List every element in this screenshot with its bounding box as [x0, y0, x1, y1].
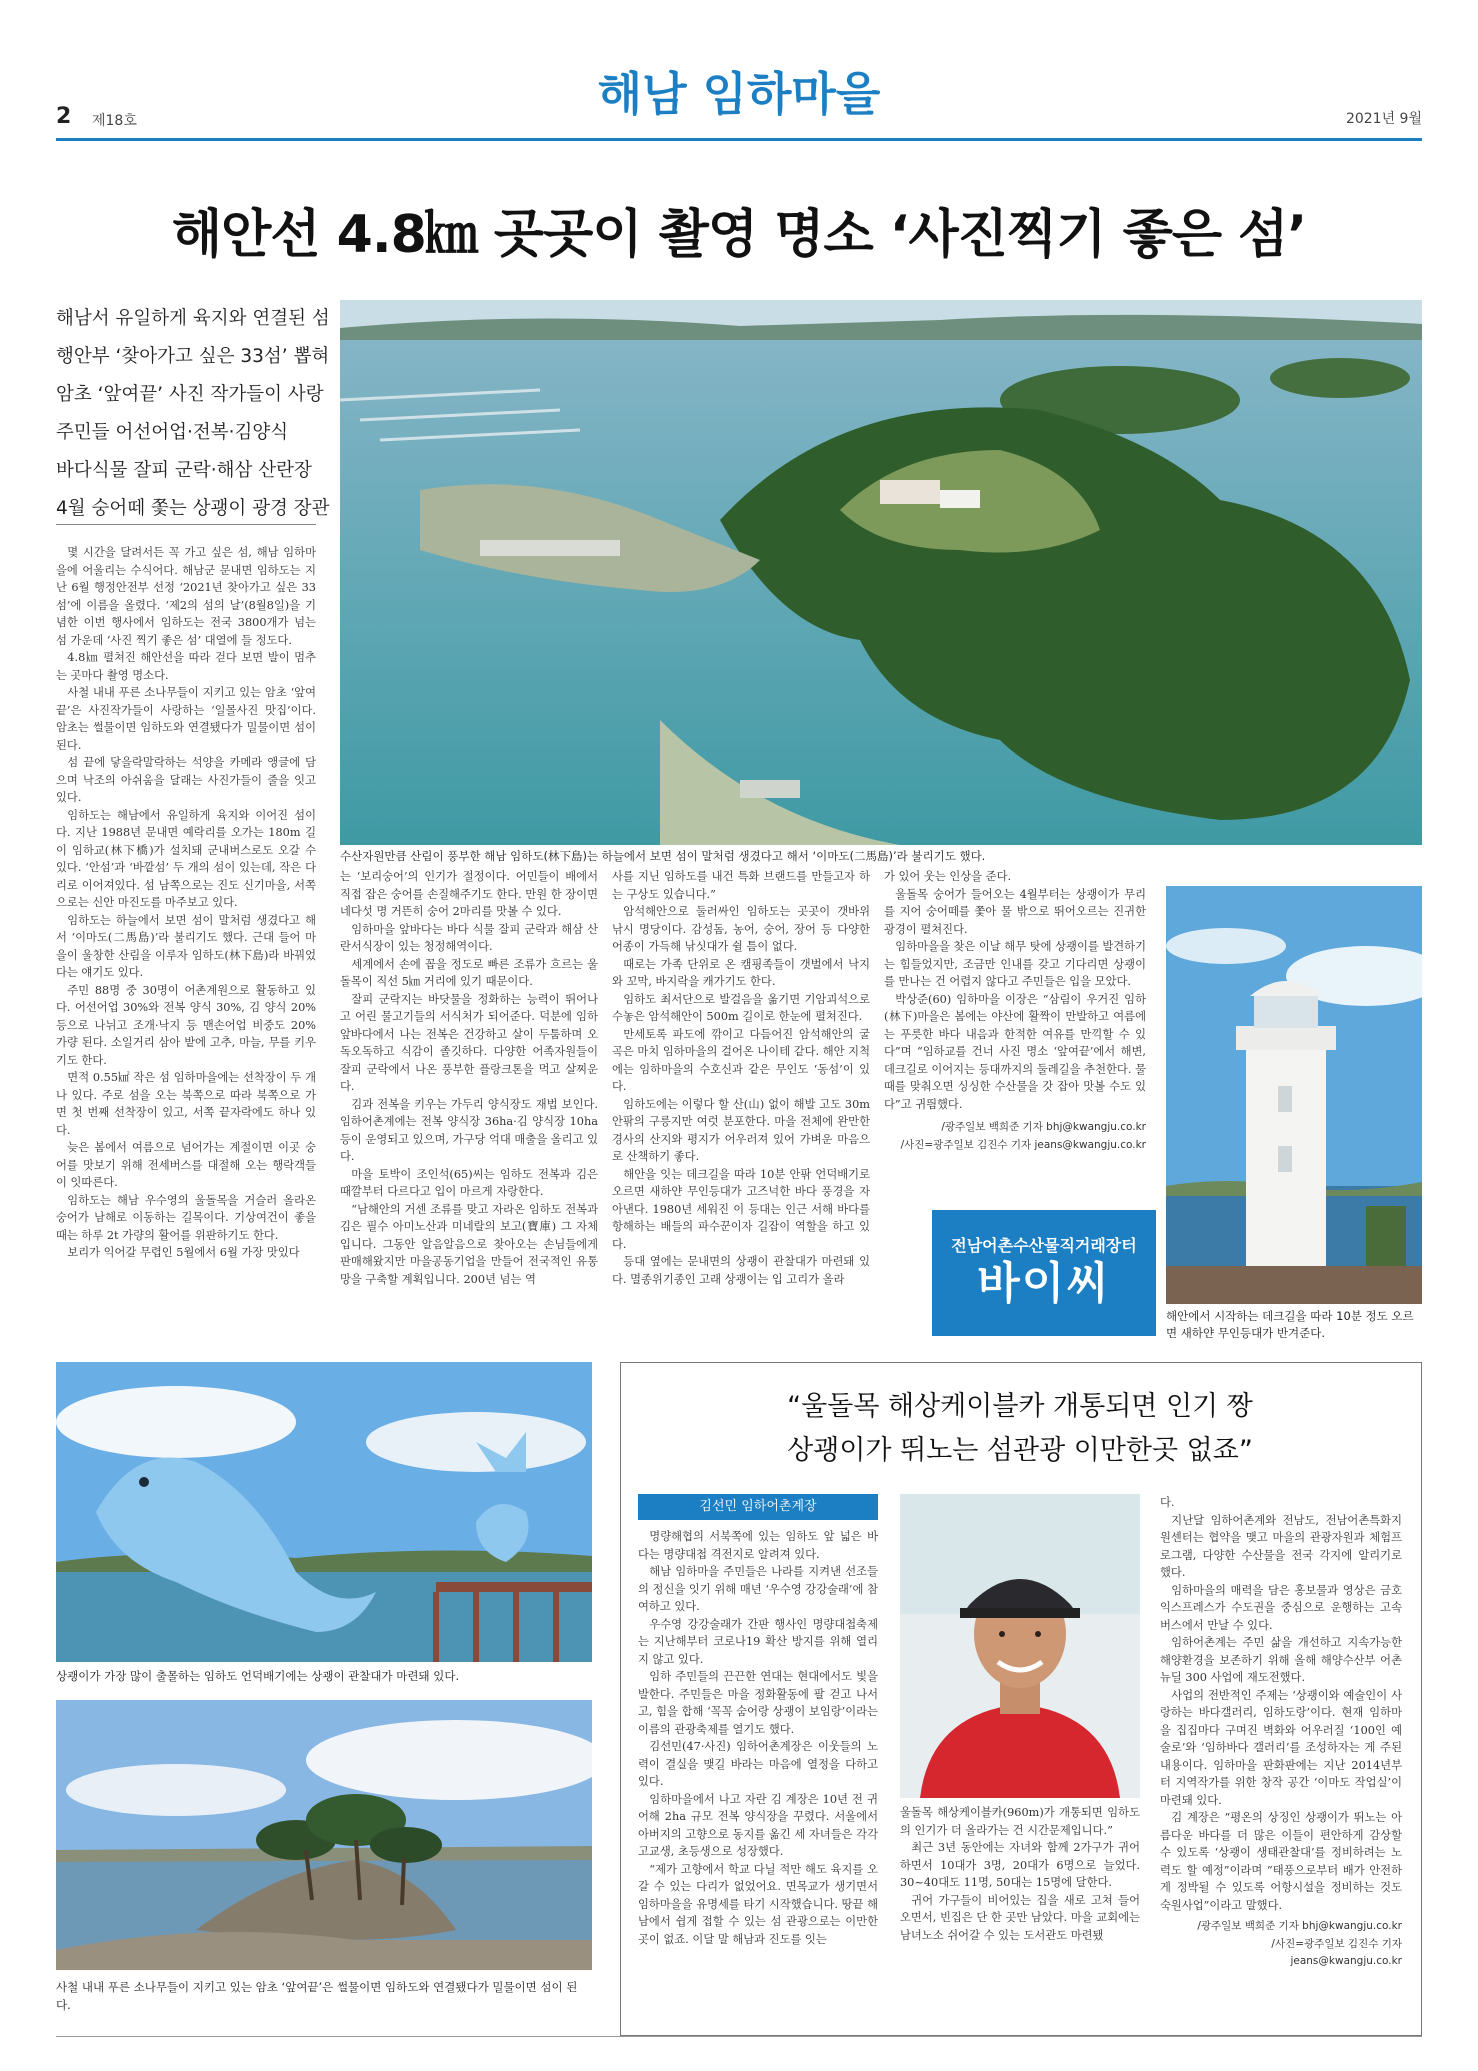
paragraph: 명량해협의 서북쪽에 있는 임하도 앞 넓은 바다는 명량대첩 격전지로 알려져 있다.: [638, 1530, 878, 1561]
hero-caption: 수산자원만큼 산림이 풍부한 해남 임하도(林下島)는 하늘에서 보면 섬이 말처럼 생겼다고 해서 ‘이마도(二馬島)’라 불리기도 했다.: [340, 849, 986, 863]
interview-column-1: [638, 1528, 878, 1948]
reef-caption: 사철 내내 푸른 소나무들이 지키고 있는 암초 ‘앞여끝’은 썰물이면 임하도와 연결됐다가 밀물이면 섬이 된다.: [56, 1980, 578, 2012]
paragraph: 는 ‘보리숭어’의 인기가 절정이다. 어민들이 배에서 직접 잡은 숭어를 손질해주기도 한다. 만원 한 장이면 네다섯 명 거뜬히 숭어 2마리를 맛볼 수 있다.: [340, 870, 598, 918]
paragraph: 최근 3년 동안에는 자녀와 함께 2가구가 귀어하면서 10대가 3명, 20대가 6명으로 늘었다. 30~40대도 11명, 50대는 15명에 달한다.: [900, 1841, 1140, 1889]
subhead-rule: [56, 524, 316, 525]
interviewee-name-bar: 김선민 임하어촌계장: [638, 1494, 878, 1520]
paragraph: 보리가 익어갈 무렵인 5월에서 6월 가장 맛있다: [67, 1246, 300, 1259]
headline: 해안선 4.8㎞ 곳곳이 촬영 명소 ‘사진찍기 좋은 섬’: [171, 205, 1307, 265]
paragraph: 김선민(47·사진) 임하어촌계장은 이웃들의 노력이 결실을 맺길 바라는 마음에 열정을 다하고 있다.: [638, 1740, 878, 1788]
paragraph: 임하어촌계는 주민 삶을 개선하고 지속가능한 해양환경을 보존하기 위해 올해 해양수산부 어촌뉴딜 300 사업에 재도전했다.: [1160, 1636, 1402, 1684]
paragraph: 울돌목 숭어가 들어오는 4월부터는 상괭이가 무리를 지어 숭어떼를 쫓아 물 밖으로 뛰어오르는 진귀한 광경이 펼쳐진다.: [884, 887, 1146, 936]
ad-banner[interactable]: [932, 1210, 1156, 1336]
paragraph: 때로는 가족 단위로 온 캠핑족들이 갯벌에서 낙지와 꼬막, 바지락을 캐가기도 한다.: [612, 957, 870, 988]
footer-rule: [56, 2036, 1422, 2037]
paragraph: 해안을 잇는 데크길을 따라 10분 안팎 언덕배기로 오르면 새하얀 무인등대가 고즈넉한 바다 풍경을 자아낸다. 1980년 세워진 이 등대는 인근 서해 바다를 항해하는 배들의 파수꾼이자 길잡이 역할을 하고 있다.: [612, 1167, 870, 1251]
paragraph: 김과 전복을 키우는 가두리 양식장도 재법 보인다. 임하어촌계에는 전복 양식장 36ha·김 양식장 10ha 등이 운영되고 있으며, 가구당 억대 매출을 올리고 있다.: [340, 1097, 598, 1163]
paragraph: 임하마을에서 나고 자란 김 계장은 10년 전 귀어해 2ha 규모 전복 양식장을 꾸렸다. 서울에서 아버지의 고향으로 동지를 옮긴 세 자녀들은 각각 고교생, 초등생으로 성장했다.: [638, 1792, 878, 1858]
paragraph: 울돌목 해상케이블카(960m)가 개통되면 임하도의 인기가 더 올라가는 건 시간문제입니다.”: [900, 1806, 1140, 1837]
subhead: 주민들 어선어업·전복·김양식: [56, 422, 289, 443]
paragraph: 임하도는 해남에서 유일하게 육지와 이어진 섬이다. 지난 1988년 문내면 예락리를 오가는 180m 길이 임하교(林下橋)가 설치돼 군내버스로도 오갈 수 있다. ‘안섬’과 ‘바깥섬’ 두 개의 섬이 있는데, 작은 다리로 이어져있다. 섬 남쪽으로는 진도 신기마을, 서쪽으로는 신안 마진도를 마주보고 있다.: [56, 808, 316, 909]
paragraph: 사철 내내 푸른 소나무들이 지키고 있는 암초 ‘앞여끝’은 사진작가들이 사랑하는 ‘일몰사진 맛집’이다. 암초는 썰물이면 임하도와 연결됐다가 밀물이면 섬이 된다.: [56, 686, 316, 752]
paragraph: 해남 임하마을 주민들은 나라를 지켜낸 선조들의 정신을 잇기 위해 매년 ‘우수영 강강술래’에 참여하고 있다.: [638, 1565, 878, 1613]
paragraph: 주민 88명 중 30명이 어촌계원으로 활동하고 있다. 어선어업 30%와 전복 양식 30%, 김 양식 20% 등으로 나뉘고 조개·낙지 등 맨손어업 비중도 20% 가량 된다. 소일거리 삼아 밭에 고추, 마늘, 무를 키우기도 한다.: [56, 983, 316, 1067]
paragraph: 암석해안으로 둘러싸인 임하도는 곳곳이 갯바위 낚시 명당이다. 감성돔, 농어, 숭어, 장어 등 다양한 어종이 가득해 낚싯대가 쉴 틈이 없다.: [612, 905, 870, 953]
paragraph: 임하마을을 찾은 이날 해무 탓에 상괭이를 발견하기는 힘들었지만, 조금만 인내를 갖고 기다리면 상괭이를 만나는 건 어렵지 않다고 주민들은 입을 모았다.: [884, 940, 1147, 988]
paragraph: 만세토록 파도에 깎이고 다듬어진 암석해안의 굴곡은 마치 임하마을의 걸어온 나이테 같다. 해안 지척에는 임하마을의 수호신과 같은 무인도 ‘동섬’이 있다.: [612, 1027, 870, 1093]
paragraph: 늦은 봄에서 여름으로 넘어가는 계절이면 이곳 숭어를 맛보기 위해 전세버스를 대절해 오는 행락객들이 잇따른다.: [56, 1141, 316, 1189]
interview-quote-line-2: 상괭이가 뛰노는 섬관광 이만한곳 없죠”: [787, 1435, 1253, 1466]
paragraph: 섬 끝에 닿을락말락하는 석양을 카메라 앵글에 담으며 낙조의 아쉬움을 달래는 사진가들이 줄을 잇고 있다.: [56, 756, 316, 804]
subhead: 해남서 유일하게 육지와 연결된 섬: [56, 308, 330, 329]
issue-date: 2021년 9월: [1345, 111, 1422, 127]
photo-credit: /사진=광주일보 김진수 기자 jeans@kwangju.co.kr: [900, 1138, 1146, 1151]
paragraph: 등대 옆에는 문내면의 상괭이 관찰대가 마련돼 있다. 멸종위기종인 고래 상괭이는 입 고리가 올라: [612, 1255, 870, 1286]
interview-column-2: [900, 1804, 1140, 1944]
paragraph: 마을 토박이 조인석(65)씨는 임하도 전복과 김은 때깔부터 다르다고 입이 마르게 자랑한다.: [340, 1167, 598, 1198]
subhead: 암초 ‘앞여끝’ 사진 작가들이 사랑: [56, 384, 324, 405]
byline: /광주일보 백희준 기자 bhj@kwangju.co.kr: [1197, 1920, 1402, 1932]
paragraph: 몇 시간을 달려서든 꼭 가고 싶은 섬, 해남 임하마을에 어울리는 수식어다. 해남군 문내면 임하도는 지난 6월 행정안전부 선정 ‘2021년 찾아가고 싶은 33섬’에 이름을 올렸다. ‘제2의 섬의 날’(8월8일)을 기념한 이번 행사에서 임하도는 전국 3800개가 넘는 섬 가운데 ‘사진 찍기 좋은 섬’ 대열에 들 정도다.: [56, 546, 316, 647]
paragraph: 임하 주민들의 끈끈한 연대는 현대에서도 빛을 발한다. 주민들은 마을 정화활동에 팔 걷고 나서고, 힘을 합해 ‘꼭꼭 숨어랑 상괭이 보임랑’이라는 이름의 관광축제를 열기도 했다.: [638, 1670, 878, 1736]
lighthouse-photo: [1166, 886, 1422, 1304]
paragraph: 지난달 임하어촌계와 전남도, 전남어촌특화지원센터는 협약을 맺고 마을의 관광자원과 체험프로그램, 다양한 수산물을 전국 각지에 알리기로 했다.: [1160, 1513, 1402, 1579]
paragraph: 임하도 최서단으로 발걸음을 옮기면 기암괴석으로 수놓은 암석해안이 500m 길이로 한눈에 펼쳐진다.: [612, 992, 870, 1023]
subhead: 4월 숭어떼 쫓는 상괭이 광경 장관: [56, 498, 330, 519]
paragraph: 면적 0.55㎢ 작은 섬 임하마을에는 선착장이 두 개나 있다. 주로 섬을 오는 북쪽으로 따라 북쪽으로 가면 첫 번째 선착장이 있고, 서쪽 끝자락에도 하나 있다.: [56, 1071, 316, 1137]
ad-logo-text: 바이씨: [977, 1258, 1111, 1309]
paragraph: 세계에서 손에 꼽을 정도로 빠른 조류가 흐르는 울돌목이 직선 5㎞ 거리에 있기 때문이다.: [340, 957, 598, 988]
interviewee-portrait: [900, 1494, 1140, 1798]
article-column-2: [340, 868, 598, 1288]
reef-photo: [56, 1700, 592, 1970]
subhead: 바다식물 잘피 군락·해삼 산란장: [56, 460, 312, 481]
article-column-3: [612, 868, 870, 1288]
paragraph: 임하도는 해남 우수영의 울돌목을 거슬러 올라온 숭어가 남해로 이동하는 길목이다. 기상여건이 좋을 때는 하루 2t 가량의 활어를 위판하기도 한다.: [56, 1193, 316, 1242]
hero-aerial-photo: [340, 300, 1422, 845]
paragraph: 김 계장은 “평온의 상징인 상괭이가 뛰노는 아름다운 바다를 더 많은 이들이 편안하게 감상할 수 있도록 ‘상괭이 생태관찰대’를 정비하려는 노력도 할 예정”이라며 “태풍으로부터 배가 안전하게 정박될 수 있도록 어항시설을 정비하는 것도 숙원사업”이라고 말했다.: [1160, 1811, 1402, 1912]
byline: /광주일보 백희준 기자 bhj@kwangju.co.kr: [941, 1121, 1146, 1133]
paragraph: 임하도에는 이렇다 할 산(山) 없이 해발 고도 30m 안팎의 구릉지만 여럿 분포한다. 마을 전체에 완만한 경사의 산지와 평지가 어우러져 있어 가벼운 마음으로 산책하기 좋다.: [612, 1097, 870, 1163]
paragraph: 사업의 전반적인 주제는 ‘상괭이와 예술인이 사랑하는 바다갤러리, 임하도랑’이다. 현재 임하마을 집집마다 구며진 벽화와 어우러질 ‘100인 예술로’와 ‘임하바다 갤러리’를 조성하자는 게 주된 내용이다. 임하마을 판화판에는 지난 2014년부터 지역작가를 위한 창작 공간 ‘이마도 작업실’이 마련돼 있다.: [1160, 1688, 1402, 1807]
photo-credit: /사진=광주일보 김진수 기자 jeans@kwangju.co.kr: [1271, 1937, 1402, 1967]
issue-number: 제18호: [92, 113, 137, 129]
subhead: 행안부 ‘찾아가고 싶은 33섬’ 뽑혀: [56, 346, 330, 367]
article-column-4: [884, 868, 1146, 1154]
paragraph: “남해안의 거센 조류를 맞고 자라온 임하도 전복과 김은 필수 아미노산과 미네랄의 보고(寶庫) 그 자체입니다. 그동안 알음알음으로 찾아오는 손님들에게 판매해왔지만 마을공동기업을 만들어 전국적인 유통망을 구축할 계획입니다. 200년 넘는 역: [340, 1202, 598, 1286]
paragraph: 잘피 군락지는 바닷물을 정화하는 능력이 뛰어나고 어린 물고기들의 서식처가 되어준다. 덕분에 임하 앞바다에서 나는 전복은 건강하고 살이 두툼하며 오독오독하고 식감이 졸깃하다. 다양한 어족자원들이 잘피 군락에서 나온 풍부한 플랑크톤을 먹고 살찌운다.: [340, 992, 598, 1093]
paragraph: “제가 고향에서 학교 다닐 적만 해도 육지를 오갈 수 있는 다리가 없었어요. 면목교가 생기면서 임하마을을 유명세를 타기 시작했습니다. 땅끝 해남에서 쉽게 접할 수 있는 섬 관광으로는 이만한 곳이 없죠. 이달 말 해남과 진도를 잇는: [638, 1862, 878, 1946]
lighthouse-caption: 해안에서 시작하는 데크길을 따라 10분 정도 오르면 새하얀 무인등대가 반겨준다.: [1166, 1309, 1414, 1340]
paragraph: 사를 지닌 임하도를 내건 특화 브랜드를 만들고자 하는 구상도 있습니다.”: [612, 870, 870, 901]
paragraph: 4.8㎞ 펼쳐진 해안선을 따라 걷다 보면 발이 멈추는 곳마다 촬영 명소다.: [56, 651, 316, 682]
subheads: [56, 300, 330, 528]
paragraph: 박상준(60) 임하마을 이장은 “삼림이 우거진 임하(林下)마을은 봄에는 야산에 활짝이 만발하고 여름에는 푸릇한 바다 내음과 한적한 여유를 만끽할 수 있다”며 “임하교를 건너 사진 명소 ‘앞여끝’에서 해변, 데크길로 이어지는 등대까지의 둘레길을 추천한다. 물때를 맞춰오면 싱싱한 수산물을 갓 잡아 맛볼 수도 있다”고 귀띔했다.: [884, 992, 1146, 1111]
whale-sculpture-photo: [56, 1362, 592, 1662]
paragraph: 임하마을 앞바다는 바다 식물 잘피 군락과 해삼 산란서식장이 있는 청정해역이다.: [340, 922, 598, 953]
paragraph: 귀어 가구들이 비어있는 집을 새로 고쳐 들어오면서, 빈집은 단 한 곳만 남았다. 마을 교회에는 남녀노소 쉬어갈 수 있는 도서관도 마련됐: [900, 1893, 1140, 1942]
header-rule: [56, 138, 1422, 141]
interview-column-3: [1160, 1494, 1402, 1971]
paragraph: 임하마을의 매력을 담은 홍보물과 영상은 금호익스프레스가 수도권을 중심으로 운행하는 고속버스에서 만날 수 있다.: [1160, 1583, 1402, 1632]
paragraph: 가 있어 웃는 인상을 준다.: [884, 870, 1012, 883]
paragraph: 우수영 강강술래가 간판 행사인 명량대첩축제는 지난해부터 코로나19 확산 방지를 위해 열리지 않고 있다.: [638, 1617, 878, 1666]
paragraph: 임하도는 하늘에서 보면 섬이 말처럼 생겼다고 해서 ‘이마도(二馬島)’라 불리기도 했다. 근대 들어 마을이 울창한 산림을 이루자 임하도(林下島)라 바꿔었다는 얘기도 있다.: [56, 913, 316, 979]
interview-quote-line-1: “울돌목 해상케이블카 개통되면 인기 짱: [787, 1391, 1253, 1422]
page-number: 2: [56, 104, 72, 129]
whale-caption: 상괭이가 가장 많이 출몰하는 임하도 언덕배기에는 상괭이 관찰대가 마련돼 있다.: [56, 1669, 460, 1683]
ad-tagline: 전남어촌수산물직거래장터: [951, 1236, 1137, 1255]
section-title: 해남 임하마을: [597, 67, 881, 121]
paragraph: 다.: [1160, 1496, 1175, 1509]
article-column-1: [56, 544, 316, 1262]
